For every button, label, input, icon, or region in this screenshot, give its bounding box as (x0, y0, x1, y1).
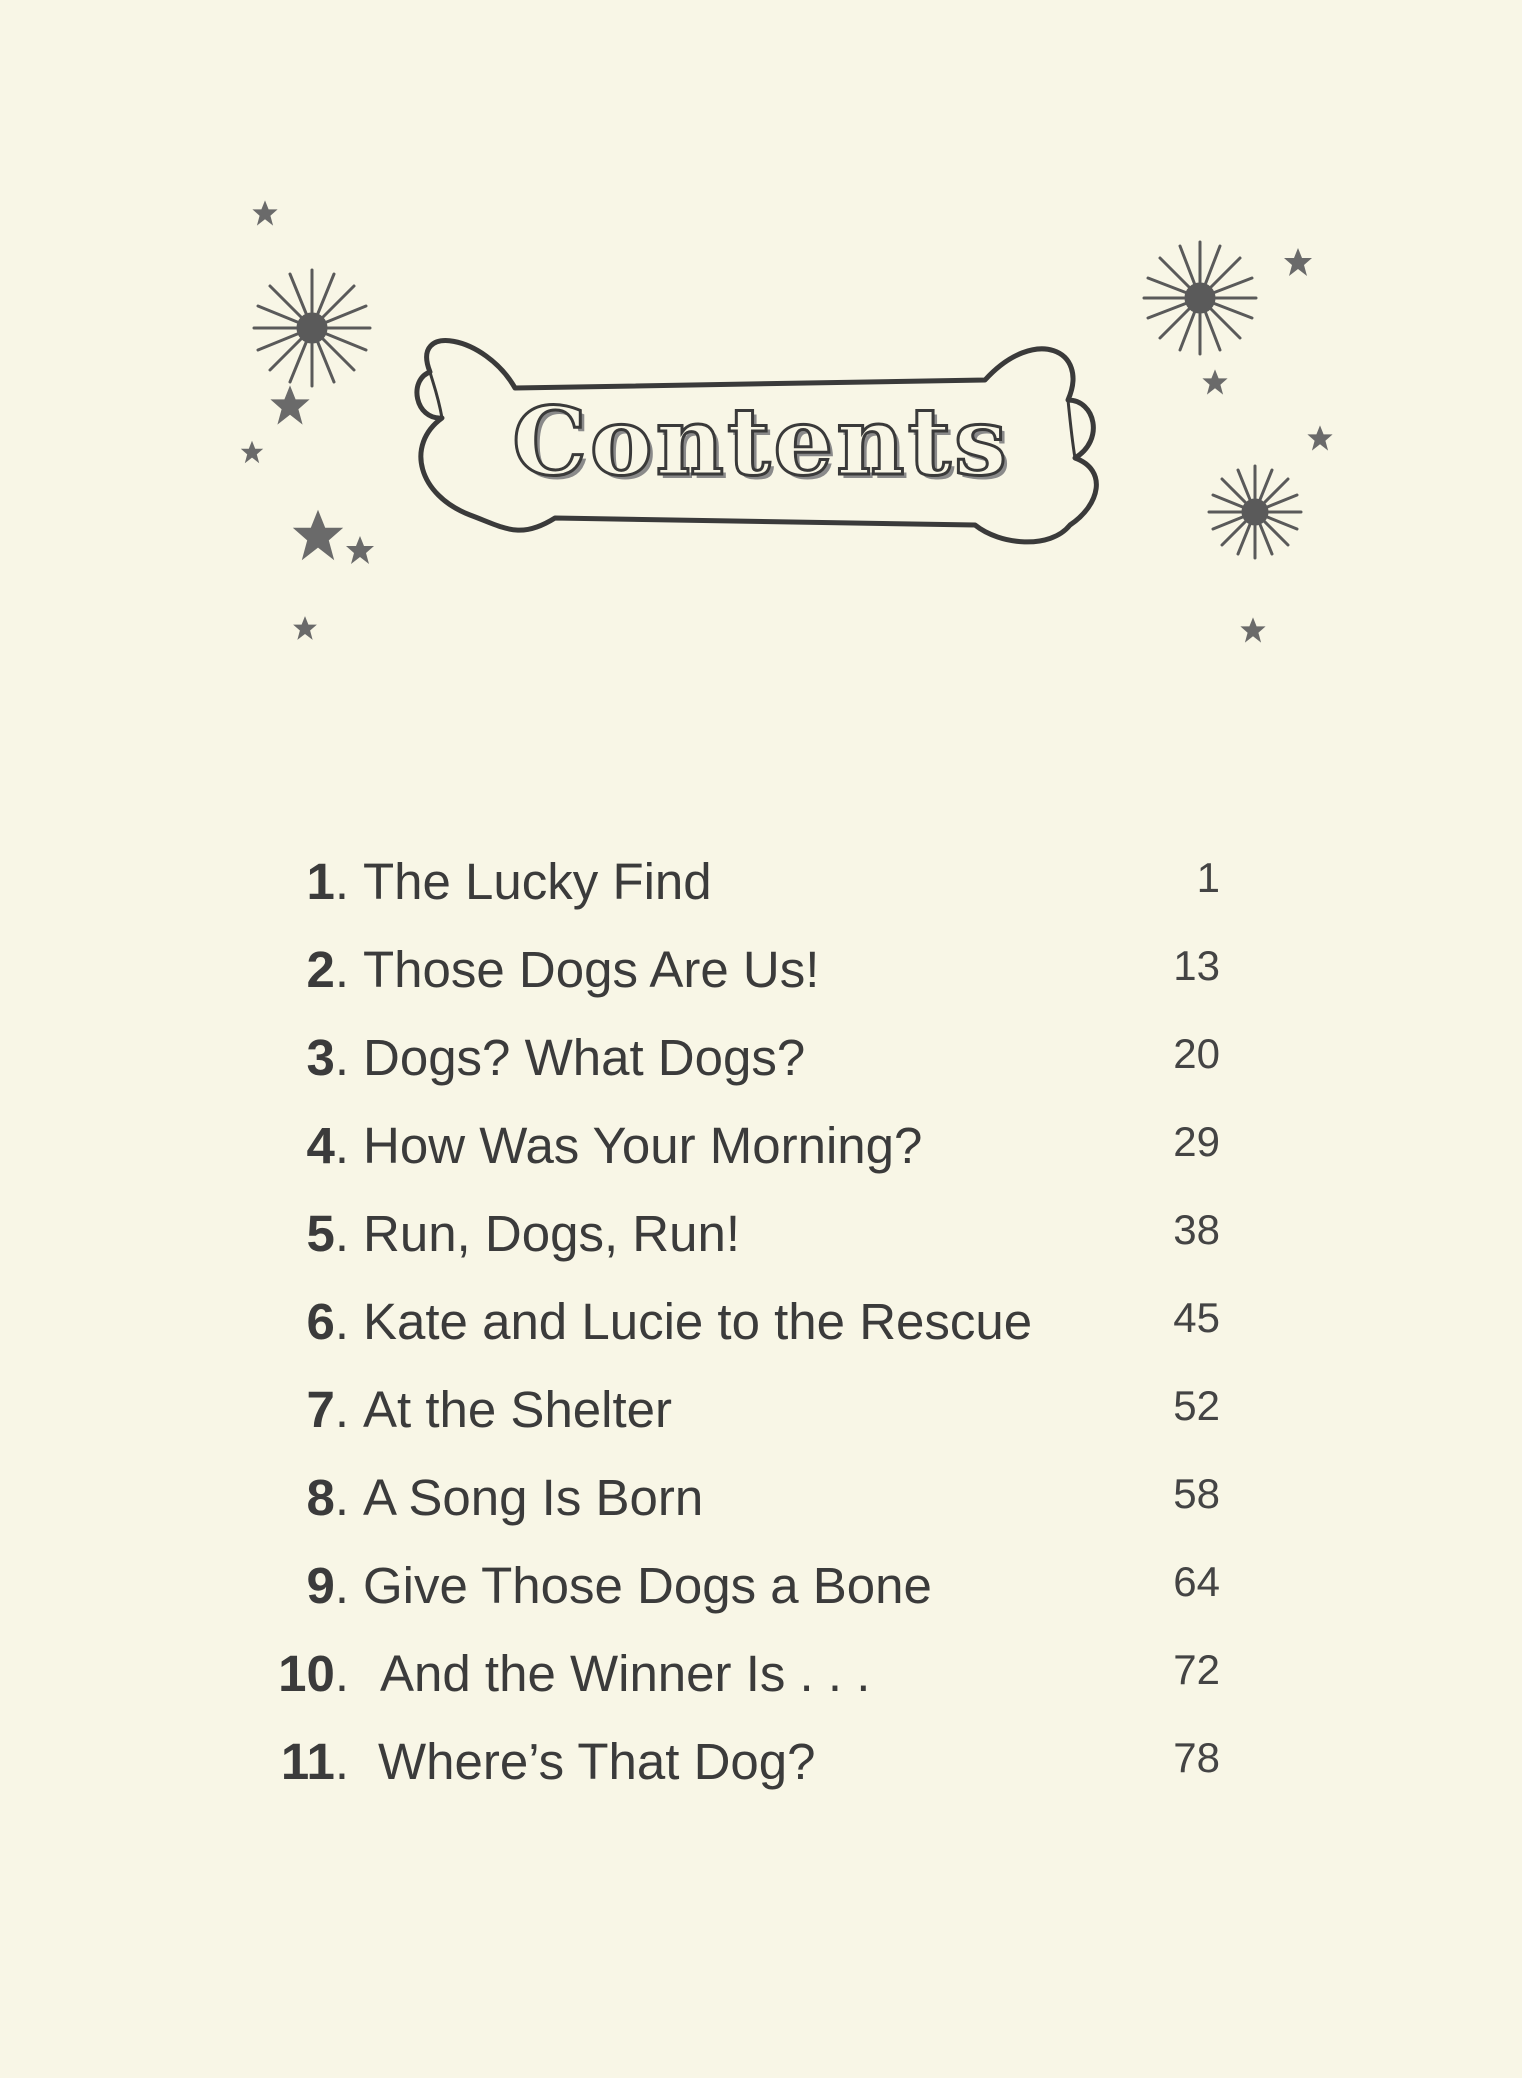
chapter-title: And the Winner Is . . . (380, 1645, 871, 1702)
page-number: 78 (1173, 1734, 1220, 1781)
chapter-title: Kate and Lucie to the Rescue (363, 1293, 1033, 1350)
chapter-number: 3. (306, 1029, 349, 1086)
toc-entry[interactable] (0, 852, 1522, 932)
page-number: 72 (1173, 1646, 1220, 1693)
toc-entry[interactable] (0, 1556, 1522, 1636)
toc-entry[interactable] (0, 1732, 1522, 1812)
chapter-title: Give Those Dogs a Bone (363, 1557, 932, 1614)
page-number: 13 (1173, 942, 1220, 989)
chapter-number: 7. (306, 1381, 349, 1438)
toc-entry[interactable] (0, 1292, 1522, 1372)
page-number: 45 (1173, 1294, 1220, 1341)
chapter-number: 10. (278, 1645, 349, 1702)
page-number: 64 (1173, 1558, 1220, 1605)
chapter-title: Run, Dogs, Run! (363, 1205, 741, 1262)
page-number: 38 (1173, 1206, 1220, 1253)
page-number: 1 (1196, 854, 1220, 901)
toc-entry[interactable] (0, 1644, 1522, 1724)
chapter-number: 5. (306, 1205, 349, 1262)
chapter-title: Those Dogs Are Us! (363, 941, 820, 998)
toc-entry[interactable] (0, 1204, 1522, 1284)
toc-entry[interactable] (0, 940, 1522, 1020)
chapter-title: The Lucky Find (363, 853, 712, 910)
chapter-title: Dogs? What Dogs? (363, 1029, 806, 1086)
toc-entry[interactable] (0, 1468, 1522, 1548)
chapter-number: 9. (306, 1557, 349, 1614)
page-number: 20 (1173, 1030, 1220, 1077)
toc-entry[interactable] (0, 1116, 1522, 1196)
chapter-number: 1. (306, 853, 349, 910)
chapter-title: At the Shelter (363, 1381, 673, 1438)
page-number: 29 (1173, 1118, 1220, 1165)
chapter-title: How Was Your Morning? (363, 1117, 923, 1174)
chapter-number: 11. (280, 1733, 349, 1790)
chapter-title: Where’s That Dog? (378, 1733, 816, 1790)
page-number: 58 (1173, 1470, 1220, 1517)
toc-entry[interactable] (0, 1380, 1522, 1460)
chapter-number: 2. (306, 941, 349, 998)
page-number: 52 (1173, 1382, 1220, 1429)
toc-entry[interactable] (0, 1028, 1522, 1108)
chapter-title: A Song Is Born (363, 1469, 704, 1526)
chapter-number: 4. (306, 1117, 349, 1174)
page-title: Contents (512, 387, 1010, 497)
chapter-number: 6. (306, 1293, 349, 1350)
chapter-number: 8. (306, 1469, 349, 1526)
